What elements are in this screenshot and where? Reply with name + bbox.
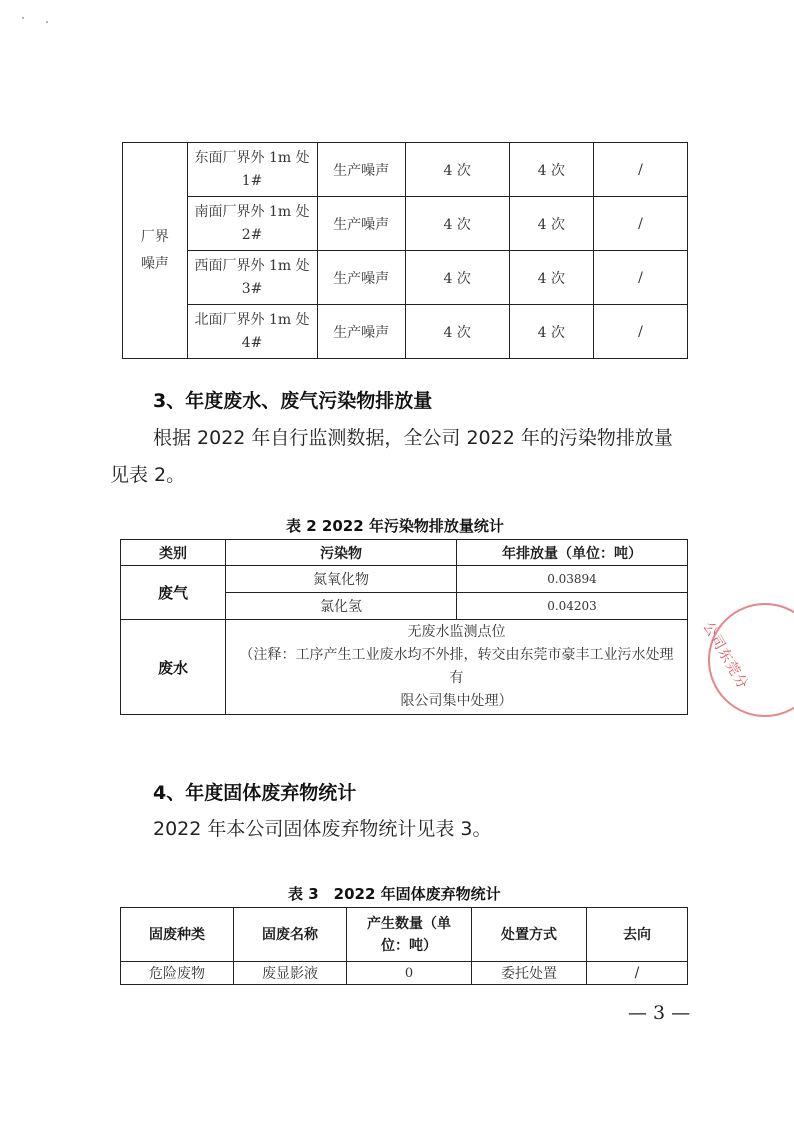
remark-cell: / [593,197,687,251]
amount-cell: 0.04203 [457,593,688,620]
source-cell: 生产噪声 [317,197,405,251]
header-waste-name: 固废名称 [234,908,347,962]
scan-dot [46,21,48,23]
location-cell: 西面厂界外 1m 处 3# [187,251,317,305]
waste-name-cell: 废显影液 [234,962,347,985]
count-cell: 4 次 [509,143,593,197]
count-cell: 4 次 [405,197,509,251]
noise-category-cell [123,143,188,359]
remark-cell: / [593,305,687,359]
water-note-line2: （注释：工序产生工业废水均不外排，转交由东莞市豪丰工业污水处理有 [239,647,674,686]
count-cell: 4 次 [509,197,593,251]
noise-category: 厂界噪声 [140,228,169,272]
source-cell: 生产噪声 [317,143,405,197]
table-row [121,620,688,715]
pollutant-cell: 氯化氢 [226,593,457,620]
scan-dot [22,17,24,19]
table-row [123,251,688,305]
section4-paragraph: 2022 年本公司固体废弃物统计见表 3。 [153,818,492,840]
header-waste-type: 固废种类 [121,908,234,962]
table-row [123,197,688,251]
section3-heading: 3、年度废水、废气污染物排放量 [153,390,433,412]
count-cell: 4 次 [405,143,509,197]
water-note-cell [226,620,688,715]
table-header-row [121,540,688,566]
header-amount-line1: 产生数量（单 [367,915,451,932]
noise-monitoring-table [122,142,688,359]
waste-destination-cell: / [587,962,688,985]
pollutant-cell: 氮氧化物 [226,566,457,593]
waste-disposal-cell: 委托处置 [472,962,587,985]
location-cell: 南面厂界外 1m 处 2# [187,197,317,251]
category-water: 废水 [121,620,226,715]
table-row [121,566,688,593]
page-number: — 3 — [628,1002,691,1024]
table-row [121,962,688,985]
waste-amount-cell: 0 [347,962,472,985]
category-gas: 废气 [121,566,226,620]
count-cell: 4 次 [405,305,509,359]
source-cell: 生产噪声 [317,251,405,305]
table2-caption: 表 2 2022 年污染物排放量统计 [286,517,504,535]
header-amount-line2: 位：吨） [381,937,437,954]
amount-cell: 0.03894 [457,566,688,593]
water-note-line3: 限公司集中处理） [400,693,513,709]
table-header-row [121,908,688,962]
table-row [123,305,688,359]
count-cell: 4 次 [405,251,509,305]
remark-cell: / [593,143,687,197]
header-pollutant: 污染物 [226,540,457,566]
header-amount: 年排放量（单位：吨） [457,540,688,566]
header-disposal: 处置方式 [472,908,587,962]
header-category: 类别 [121,540,226,566]
remark-cell: / [593,251,687,305]
source-cell: 生产噪声 [317,305,405,359]
section3-paragraph-line2: 见表 2。 [110,464,186,486]
header-amount [347,908,472,962]
table3-caption: 表 3 2022 年固体废弃物统计 [288,885,501,903]
location-cell: 北面厂界外 1m 处 4# [187,305,317,359]
waste-type-cell: 危险废物 [121,962,234,985]
table-row [123,143,688,197]
section3-paragraph-line1: 根据 2022 年自行监测数据，全公司 2022 年的污染物排放量 [153,427,673,449]
location-cell: 东面厂界外 1m 处 1# [187,143,317,197]
emission-table [120,539,688,715]
water-note-line1: 无废水监测点位 [407,624,506,640]
section4-heading: 4、年度固体废弃物统计 [153,782,357,804]
count-cell: 4 次 [509,305,593,359]
solid-waste-table [120,907,688,985]
header-destination: 去向 [587,908,688,962]
count-cell: 4 次 [509,251,593,305]
company-seal-text: 公司东莞分 [699,619,751,693]
